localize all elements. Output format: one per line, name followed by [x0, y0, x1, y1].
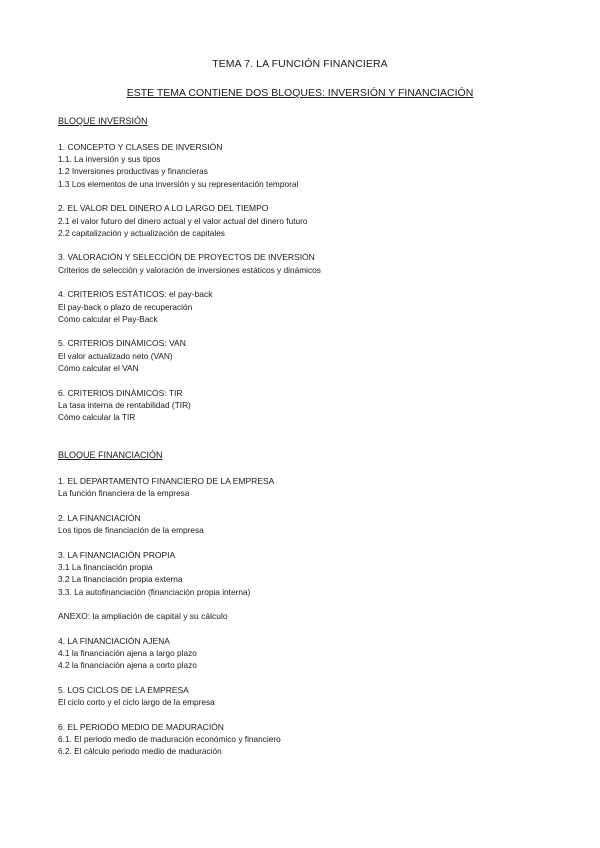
section-item — [58, 251, 558, 275]
section-title: 5. LOS CICLOS DE LA EMPRESA — [58, 685, 189, 696]
section-title: 2. LA FINANCIACIÓN — [58, 513, 141, 524]
block-heading-financiacion: BLOQUE FINANCIACIÓN — [58, 450, 163, 461]
section-line: 1.1. La inversión y sus tipos — [58, 154, 161, 165]
section-line: 3.2 La financiación propia externa — [58, 574, 183, 585]
section-title: 6. EL PERIODO MEDIO DE MADURACIÓN — [58, 722, 224, 732]
section-item — [58, 337, 558, 374]
section-line: El valor actualizado neto (VAN) — [58, 350, 173, 361]
section-line: 4.1 la financiación ajena a largo plazo — [58, 648, 197, 659]
section-item — [58, 288, 558, 325]
section-item — [58, 512, 558, 536]
section-line: 6.2. El cálculo periodo medio de maduración — [58, 746, 222, 757]
section-line: La tasa interna de rentabilidad (TIR) — [58, 399, 191, 410]
section-item — [58, 549, 558, 598]
section-title: 6. CRITERIOS DINÁMICOS: TIR — [58, 387, 183, 398]
section-line: 3.1 La financiación propia — [58, 562, 153, 573]
section-item — [58, 684, 558, 708]
section-line: 1.3 Los elementos de una inversión y su representación temporal — [58, 178, 299, 189]
section-item — [58, 475, 558, 499]
section-line: El pay-back o plazo de recuperación — [58, 301, 193, 312]
financiacion-sections — [58, 475, 558, 757]
section-item — [58, 387, 558, 424]
section-line: 2.2 capitalización y actualización de capitales — [58, 227, 225, 238]
section-item — [58, 721, 558, 758]
section-title: 3. LA FINANCIACIÓN PROPIA — [58, 549, 176, 560]
block-spacer — [58, 423, 558, 449]
section-item — [58, 202, 558, 239]
section-line: La función financiera de la empresa — [58, 488, 190, 499]
section-title: 1. CONCEPTO Y CLASES DE INVERSIÓN — [58, 142, 223, 152]
page-subtitle: ESTE TEMA CONTIENE DOS BLOQUES: INVERSIÓN Y FINANCIACIÓN — [126, 87, 474, 99]
inversion-sections — [58, 141, 558, 423]
section-item — [58, 610, 558, 622]
section-line: 4.2 la financiación ajena a corto plazo — [58, 660, 197, 671]
section-title: ANEXO: la ampliación de capital y su cálculo — [58, 611, 228, 622]
page-title: TEMA 7. LA FUNCIÓN FINANCIERA — [212, 58, 388, 70]
section-item — [58, 141, 558, 190]
section-title: 4. CRITERIOS ESTÁTICOS: el pay-back — [58, 289, 213, 300]
section-line: Cómo calcular la TIR — [58, 411, 136, 422]
section-line: 2.1 el valor futuro del dinero actual y el valor actual del dinero futuro — [58, 215, 308, 226]
section-title: 1. EL DEPARTAMENTO FINANCIERO DE LA EMPRESA — [58, 476, 275, 487]
section-line: Cómo calcular el Pay-Back — [58, 313, 158, 324]
section-line: Los tipos de financiación de la empresa — [58, 525, 204, 536]
section-line: 6.1. El periodo medio de maduración económico y financiero — [58, 734, 281, 745]
section-title: 5. CRITERIOS DINÁMICOS: VAN — [58, 338, 186, 349]
section-line: Cómo calcular el VAN — [58, 362, 139, 373]
section-line: 3.3. La autofinanciación (financiación propia interna) — [58, 586, 251, 597]
section-title: 4. LA FINANCIACIÓN AJENA — [58, 635, 170, 646]
block-heading-inversion: BLOQUE INVERSIÓN — [58, 116, 148, 126]
section-title: 3. VALORACIÓN Y SELECCIÓN DE PROYECTOS DE INVERSIÓN — [58, 252, 315, 263]
section-line: Criterios de selección y valoración de inversiones estáticos y dinámicos — [58, 264, 321, 275]
section-title: 2. EL VALOR DEL DINERO A LO LARGO DEL TIEMPO — [58, 203, 269, 214]
document-body — [58, 115, 558, 758]
section-line: El ciclo corto y el ciclo largo de la empresa — [58, 697, 215, 708]
section-line: 1.2 Inversiones productivas y financieras — [58, 166, 208, 177]
section-item — [58, 635, 558, 672]
